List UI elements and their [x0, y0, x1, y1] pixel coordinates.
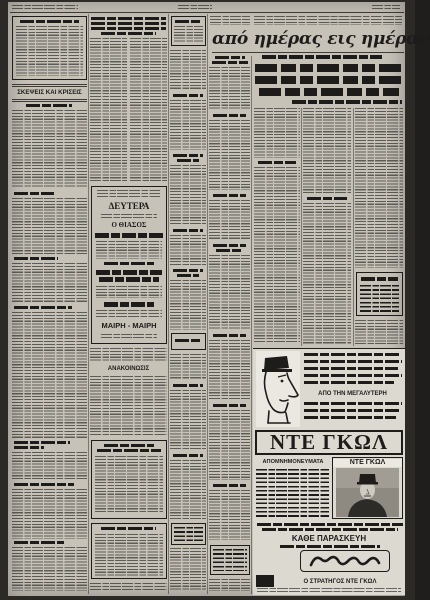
article-body-text — [90, 38, 127, 182]
article-body-text — [209, 67, 250, 110]
article-subheading — [216, 249, 243, 252]
section-banner: από ημέρας εις ημέραν — [212, 29, 430, 49]
column-rule — [207, 14, 208, 594]
theatre-ad-play: ΜΑΙΡΗ - ΜΑΙΡΗ — [101, 321, 157, 330]
ad-footer: Ο ΣΤΡΑΤΗΓΟΣ ΝΤΕ ΓΚΩΛ — [303, 579, 377, 585]
ad-intro-text — [304, 409, 400, 412]
article-body-text — [12, 547, 87, 591]
section-rule — [12, 99, 87, 100]
section-rule — [12, 84, 87, 85]
article-subheading — [14, 541, 64, 544]
notice-title-text — [97, 449, 161, 452]
notice-body-text — [16, 26, 83, 76]
section-rule — [12, 86, 87, 87]
ad-photo-caption: ΝΤΕ ΓΚΩΛ — [333, 459, 402, 467]
listing-title-text — [173, 229, 203, 232]
lead-article-body-text — [254, 167, 300, 344]
ad-intro-text — [304, 416, 396, 419]
kepi-cap — [359, 474, 376, 483]
article-subheading — [14, 483, 74, 486]
article-subheading — [258, 161, 296, 164]
article-subheading — [213, 484, 246, 487]
listing-body-text — [170, 548, 206, 591]
lead-article-body-text — [355, 320, 403, 344]
ad-headline: ΝΤΕ ΓΚΩΛ — [270, 430, 388, 454]
article-subheading — [212, 61, 248, 64]
ad-intro-text — [304, 360, 402, 363]
listing-body-text — [170, 235, 206, 265]
article-body-text — [12, 489, 87, 539]
article-subheading — [14, 192, 54, 195]
theatre-ad-subtitle — [104, 262, 154, 265]
ad-corner-stamp — [256, 575, 274, 587]
article-subheading — [213, 194, 246, 197]
notice-title-text — [101, 527, 156, 530]
ad-offer-text — [280, 545, 380, 548]
header-page-number-text — [372, 5, 400, 9]
article-body-text — [209, 120, 250, 190]
article-body-text — [12, 110, 87, 188]
lead-article-headline — [255, 64, 403, 72]
listing-body-text — [170, 460, 206, 520]
listing-title-text — [173, 269, 203, 272]
notice-body-text — [95, 456, 163, 514]
listing-title-text — [173, 454, 203, 457]
article-body-text — [209, 579, 250, 591]
article-body-text — [12, 312, 87, 438]
theatre-ad-day: ΔΕΥΤΕΡΑ — [108, 201, 150, 211]
theatre-ad-text — [96, 286, 162, 298]
article-body-text — [12, 198, 87, 254]
theatre-ad-text — [101, 214, 157, 218]
article-body-text — [209, 200, 250, 240]
lead-article-body-text — [303, 108, 351, 194]
ad-fine-print — [257, 588, 401, 592]
listing-title-text — [173, 384, 203, 387]
section-heading: ΣΚΕΨΕΙΣ ΚΑΙ ΚΡΙΣΕΙΣ — [17, 89, 82, 96]
article-headline — [91, 22, 166, 25]
listing-body-text — [174, 26, 203, 43]
ad-offer-text — [257, 523, 403, 526]
theatre-ad-subtitle — [104, 302, 154, 307]
article-subheading — [14, 446, 44, 449]
column-rule — [353, 108, 354, 346]
ad-intro-text — [304, 367, 398, 370]
article-body-text — [90, 583, 167, 591]
listing-title-text — [175, 339, 202, 342]
section-rule — [12, 101, 87, 102]
theatre-ad-title-line — [99, 277, 159, 282]
notice-title-text — [20, 20, 79, 23]
lead-article-kicker — [262, 55, 382, 59]
ad-tagline: ΑΠΟ ΤΗΝ ΜΕΓΑΛΥΤΕΡΗ — [318, 391, 387, 397]
ad-memoirs-list-text — [256, 469, 329, 519]
article-body-text — [12, 452, 87, 480]
ad-intro-text — [304, 353, 400, 356]
listing-body-text — [170, 50, 206, 90]
magazine-logo — [305, 553, 385, 569]
small-ad-title — [361, 277, 398, 281]
listing-title-text — [173, 154, 203, 157]
ad-publication-frequency: ΚΑΘΕ ΠΑΡΑΣΚΕΥΗ — [291, 534, 367, 543]
listing-title-text — [173, 94, 203, 97]
lead-article-body-text — [254, 108, 300, 158]
lead-article-headline — [255, 76, 403, 84]
lead-article-headline — [259, 88, 399, 96]
article-subheading — [213, 114, 246, 117]
listing-body-text — [174, 527, 203, 541]
article-subheading — [215, 56, 245, 59]
theatre-ad-company: Ο ΘΙΑΣΟΣ — [111, 221, 147, 229]
theatre-ad-title-line — [96, 270, 162, 275]
article-subheading — [213, 244, 246, 247]
ad-intro-text — [304, 381, 394, 384]
article-body-text — [209, 340, 250, 400]
ad-offer-text — [262, 528, 398, 531]
article-body-text — [209, 410, 250, 480]
article-body-text — [90, 348, 167, 362]
theatre-ad-intro-text — [97, 190, 161, 198]
article-subheading — [307, 197, 347, 200]
announcements-heading: ΑΝΑΚΟΙΝΩΣΙΣ — [107, 366, 150, 372]
listing-body-text — [170, 100, 206, 150]
column-rule — [251, 56, 252, 594]
lead-article-body-text — [303, 203, 351, 344]
notice-body-text — [213, 549, 247, 571]
article-body-text — [12, 263, 87, 303]
column-rule — [88, 14, 89, 594]
article-headline — [91, 27, 166, 30]
theatre-ad-text — [101, 334, 157, 340]
article-body-text — [130, 38, 167, 182]
theatre-ad-text — [96, 241, 162, 259]
lead-article-body-text — [355, 108, 403, 268]
listing-body-text — [170, 280, 206, 330]
article-headline — [91, 17, 166, 20]
article-subheading — [14, 306, 72, 309]
article-subheading — [26, 104, 72, 107]
theatre-ad-names — [95, 233, 163, 238]
listing-body-text — [170, 390, 206, 450]
listing-title-text — [177, 159, 199, 162]
article-body-text — [254, 16, 402, 25]
article-body-text — [209, 255, 250, 330]
header-masthead-text — [178, 5, 212, 9]
notice-body-text — [95, 534, 163, 576]
announcements-body-text — [90, 376, 167, 436]
article-subheading — [213, 334, 246, 337]
article-subheading — [14, 441, 70, 444]
header-rule — [10, 12, 404, 13]
article-body-text — [209, 490, 250, 540]
article-headline — [101, 32, 156, 35]
article-body-text — [210, 16, 250, 25]
article-subheading — [14, 257, 58, 260]
de-gaulle-caricature-image — [256, 351, 300, 427]
small-ad-text — [360, 285, 399, 312]
lead-article-deck — [292, 100, 402, 104]
article-subheading — [213, 404, 246, 407]
listing-body-text — [170, 165, 206, 225]
theatre-ad-text — [96, 310, 162, 318]
ad-intro-text — [304, 402, 402, 405]
column-rule — [168, 14, 169, 594]
eye — [281, 380, 284, 383]
de-gaulle-photo — [336, 468, 399, 517]
ad-intro-text — [304, 374, 402, 377]
ad-memoirs-title: ΑΠΟΜΝΗΜΟΝΕΥΜΑΤΑ — [262, 459, 324, 465]
listing-title-text — [177, 274, 199, 277]
listing-body-text — [170, 354, 206, 380]
notice-title-text — [104, 444, 154, 447]
banner-rule — [212, 52, 404, 53]
header-date-text — [12, 5, 78, 9]
listing-title-text — [175, 20, 202, 23]
column-rule — [301, 108, 302, 346]
